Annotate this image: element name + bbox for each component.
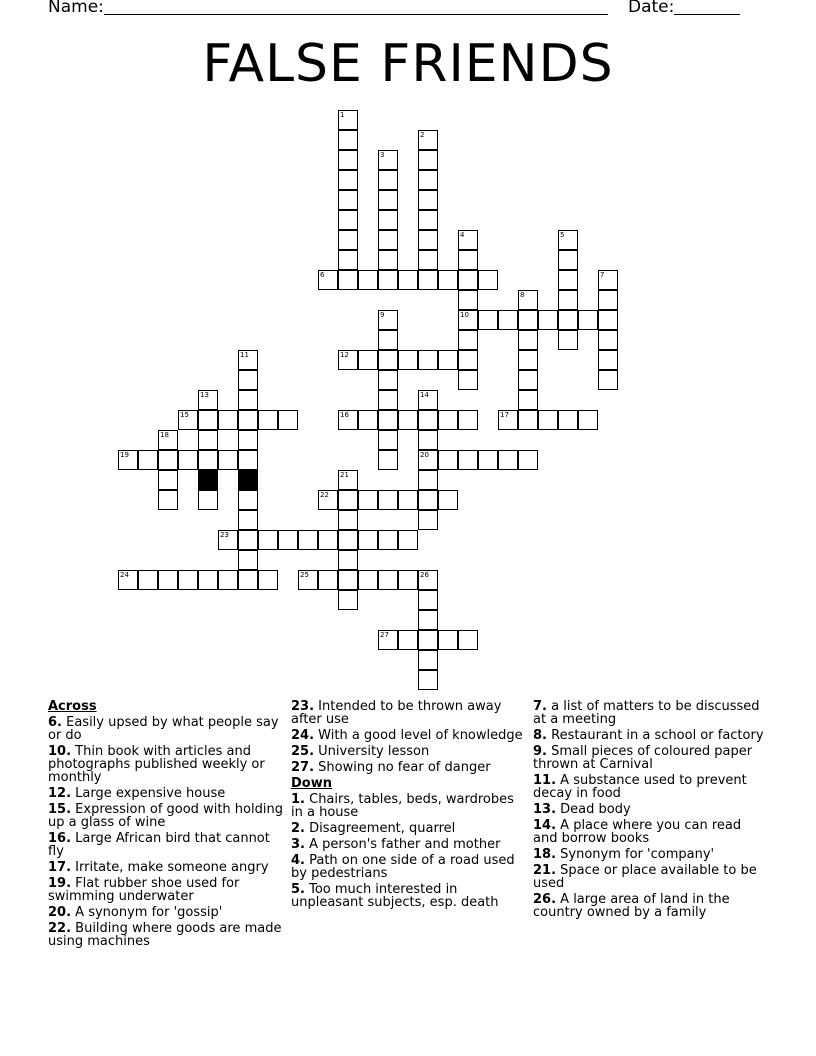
crossword-cell[interactable] (138, 450, 158, 470)
crossword-cell[interactable] (598, 310, 618, 330)
clue-number: 11. (533, 773, 557, 788)
cell-number: 10 (460, 311, 469, 319)
clue-item: 7. a list of matters to be discussed at a meeting (533, 699, 760, 727)
clue-number: 14. (533, 818, 557, 833)
crossword-cell[interactable] (378, 270, 398, 290)
crossword-cell[interactable] (458, 270, 478, 290)
clue-item: 18. Synonym for 'company' (533, 847, 715, 862)
clue-number: 7. (533, 699, 547, 714)
crossword-cell[interactable] (338, 150, 358, 170)
crossword-cell[interactable] (338, 510, 358, 530)
clue-item: 17. Irritate, make someone angry (48, 860, 269, 875)
cell-number: 17 (500, 411, 509, 419)
clue-number: 18. (533, 847, 557, 862)
crossword-cell[interactable] (338, 230, 358, 250)
crossword-cell[interactable] (538, 310, 558, 330)
crossword-cell[interactable] (198, 430, 218, 450)
crossword-cell[interactable] (338, 590, 358, 610)
cell-number: 6 (320, 271, 325, 279)
cell-number: 18 (160, 431, 169, 439)
clue-number: 27. (291, 760, 315, 775)
crossword-cell[interactable] (338, 270, 358, 290)
crossword-cell[interactable] (418, 610, 438, 630)
crossword-cell[interactable] (298, 570, 318, 590)
crossword-cell[interactable] (398, 270, 418, 290)
crossword-cell[interactable] (418, 490, 438, 510)
crossword-cell[interactable] (338, 250, 358, 270)
crossword-cell[interactable] (458, 330, 478, 350)
crossword-cell[interactable] (458, 370, 478, 390)
crossword-cell[interactable] (458, 410, 478, 430)
crossword-cell[interactable] (438, 350, 458, 370)
crossword-cell[interactable] (478, 450, 498, 470)
crossword-cell[interactable] (378, 570, 398, 590)
crossword-cell[interactable] (418, 590, 438, 610)
crossword-cell[interactable] (158, 490, 178, 510)
clue-number: 22. (48, 921, 72, 936)
clue-item: 19. Flat rubber shoe used for swimming underwater (48, 876, 240, 904)
clue-column-2 (291, 700, 527, 912)
clue-number: 24. (291, 728, 315, 743)
crossword-cell[interactable] (378, 530, 398, 550)
down-heading: Down (291, 776, 332, 791)
clue-number: 3. (291, 837, 305, 852)
crossword-cell[interactable] (598, 350, 618, 370)
crossword-cell[interactable] (218, 410, 238, 430)
clue-item: 24. With a good level of knowledge (291, 728, 523, 743)
cell-number: 13 (200, 391, 209, 399)
crossword-cell[interactable] (398, 570, 418, 590)
across-clues-b (291, 700, 527, 774)
crossword-cell[interactable] (218, 570, 238, 590)
crossword-cell[interactable] (418, 130, 438, 150)
down-clues-b (533, 700, 769, 919)
clue-item: 25. University lesson (291, 744, 430, 759)
crossword-cell[interactable] (518, 450, 538, 470)
crossword-cell[interactable] (358, 270, 378, 290)
cell-number: 24 (120, 571, 129, 579)
clue-item: 27. Showing no fear of danger (291, 760, 491, 775)
clue-item: 20. A synonym for 'gossip' (48, 905, 223, 920)
crossword-cell[interactable] (118, 570, 138, 590)
clue-item: 8. Restaurant in a school or factory (533, 728, 764, 743)
clue-number: 5. (291, 882, 305, 897)
clue-number: 21. (533, 863, 557, 878)
cell-number: 7 (600, 271, 605, 279)
clue-item: 15. Expression of good with holding up a glass of wine (48, 802, 283, 830)
crossword-cell[interactable] (458, 290, 478, 310)
crossword-cell[interactable] (418, 210, 438, 230)
crossword-cell[interactable] (238, 390, 258, 410)
crossword-cell[interactable] (378, 230, 398, 250)
crossword-cell[interactable] (338, 490, 358, 510)
cell-number: 2 (420, 131, 425, 139)
clue-column-3 (533, 700, 769, 922)
crossword-cell[interactable] (158, 430, 178, 450)
crossword-cell[interactable] (418, 230, 438, 250)
clue-number: 23. (291, 699, 315, 714)
cell-number: 20 (420, 451, 429, 459)
crossword-cell[interactable] (558, 230, 578, 250)
clue-item: 26. A large area of land in the country owned by a family (533, 892, 730, 920)
crossword-cell[interactable] (238, 510, 258, 530)
crossword-cell[interactable] (338, 530, 358, 550)
crossword-cell[interactable] (378, 630, 398, 650)
crossword-cell[interactable] (418, 410, 438, 430)
crossword-cell[interactable] (458, 450, 478, 470)
crossword-cell[interactable] (338, 570, 358, 590)
crossword-cell[interactable] (398, 490, 418, 510)
crossword-cell[interactable] (378, 250, 398, 270)
crossword-cell[interactable] (238, 430, 258, 450)
crossword-cell[interactable] (438, 490, 458, 510)
clue-number: 26. (533, 892, 557, 907)
crossword-cell[interactable] (358, 570, 378, 590)
crossword-cell[interactable] (338, 550, 358, 570)
crossword-cell[interactable] (518, 350, 538, 370)
crossword-cell[interactable] (438, 630, 458, 650)
crossword-cell[interactable] (238, 490, 258, 510)
crossword-cell[interactable] (458, 350, 478, 370)
across-heading: Across (48, 699, 97, 714)
cell-number: 19 (120, 451, 129, 459)
crossword-cell[interactable] (118, 450, 138, 470)
cell-number: 15 (180, 411, 189, 419)
crossword-cell[interactable] (518, 330, 538, 350)
crossword-cell[interactable] (418, 450, 438, 470)
clue-item: 12. Large expensive house (48, 786, 226, 801)
cell-number: 3 (380, 151, 385, 159)
crossword-cell[interactable] (238, 570, 258, 590)
crossword-cell[interactable] (418, 510, 438, 530)
crossword-cell[interactable] (598, 330, 618, 350)
crossword-cell[interactable] (318, 570, 338, 590)
cell-number: 22 (320, 491, 329, 499)
crossword-cell[interactable] (198, 390, 218, 410)
crossword-cell[interactable] (558, 270, 578, 290)
crossword-cell[interactable] (438, 410, 458, 430)
crossword-cell[interactable] (378, 170, 398, 190)
clue-number: 6. (48, 715, 62, 730)
cell-number: 16 (340, 411, 349, 419)
crossword-black-cell (198, 470, 218, 490)
cell-number: 23 (220, 531, 229, 539)
crossword-cell[interactable] (418, 270, 438, 290)
clue-item: 23. Intended to be thrown away after use (291, 699, 502, 727)
crossword-cell[interactable] (418, 190, 438, 210)
crossword-cell[interactable] (538, 410, 558, 430)
crossword-cell[interactable] (358, 490, 378, 510)
cell-number: 26 (420, 571, 429, 579)
crossword-cell[interactable] (378, 410, 398, 430)
crossword-cell[interactable] (438, 450, 458, 470)
crossword-cell[interactable] (318, 490, 338, 510)
clue-number: 15. (48, 802, 72, 817)
crossword-cell[interactable] (358, 350, 378, 370)
clue-item: 3. A person's father and mother (291, 837, 501, 852)
cell-number: 14 (420, 391, 429, 399)
cell-number: 5 (560, 231, 565, 239)
crossword-cell[interactable] (398, 530, 418, 550)
down-clues-a (291, 793, 527, 909)
crossword-cell[interactable] (318, 530, 338, 550)
crossword-cell[interactable] (518, 370, 538, 390)
crossword-cell[interactable] (238, 530, 258, 550)
crossword-cell[interactable] (338, 470, 358, 490)
crossword-cell[interactable] (198, 570, 218, 590)
crossword-cell[interactable] (378, 210, 398, 230)
cell-number: 27 (380, 631, 389, 639)
crossword-cell[interactable] (418, 670, 438, 690)
crossword-cell[interactable] (498, 310, 518, 330)
cell-number: 8 (520, 291, 525, 299)
crossword-cell[interactable] (238, 410, 258, 430)
crossword-black-cell (238, 470, 258, 490)
crossword-cell[interactable] (498, 410, 518, 430)
clue-number: 1. (291, 792, 305, 807)
cell-number: 9 (380, 311, 385, 319)
crossword-cell[interactable] (398, 350, 418, 370)
crossword-cell[interactable] (398, 410, 418, 430)
clue-number: 16. (48, 831, 72, 846)
name-label: Name: (48, 0, 104, 17)
crossword-cell[interactable] (198, 410, 218, 430)
crossword-cell[interactable] (558, 250, 578, 270)
crossword-cell[interactable] (338, 190, 358, 210)
crossword-cell[interactable] (518, 310, 538, 330)
cell-number: 4 (460, 231, 465, 239)
crossword-cell[interactable] (318, 270, 338, 290)
crossword-cell[interactable] (458, 230, 478, 250)
clue-item: 6. Easily upsed by what people say or do (48, 715, 279, 743)
crossword-cell[interactable] (358, 530, 378, 550)
crossword-cell[interactable] (558, 330, 578, 350)
cell-number: 21 (340, 471, 349, 479)
crossword-cell[interactable] (518, 390, 538, 410)
cell-number: 12 (340, 351, 349, 359)
crossword-cell[interactable] (218, 530, 238, 550)
crossword-cell[interactable] (378, 490, 398, 510)
crossword-cell[interactable] (578, 310, 598, 330)
crossword-cell[interactable] (418, 390, 438, 410)
clue-item: 16. Large African bird that cannot fly (48, 831, 270, 859)
crossword-cell[interactable] (138, 570, 158, 590)
crossword-cell[interactable] (598, 270, 618, 290)
crossword-cell[interactable] (418, 350, 438, 370)
clue-number: 8. (533, 728, 547, 743)
clue-number: 2. (291, 821, 305, 836)
crossword-cell[interactable] (278, 530, 298, 550)
clue-item: 22. Building where goods are made using machines (48, 921, 282, 949)
crossword-cell[interactable] (418, 430, 438, 450)
crossword-cell[interactable] (378, 150, 398, 170)
clue-item: 9. Small pieces of coloured paper thrown at Carnival (533, 744, 753, 772)
clue-item: 5. Too much interested in unpleasant subjects, esp. death (291, 882, 499, 910)
crossword-cell[interactable] (458, 310, 478, 330)
crossword-cell[interactable] (418, 630, 438, 650)
crossword-cell[interactable] (558, 310, 578, 330)
crossword-cell[interactable] (238, 450, 258, 470)
crossword-cell[interactable] (378, 390, 398, 410)
crossword-cell[interactable] (238, 550, 258, 570)
crossword-cell[interactable] (378, 190, 398, 210)
crossword-cell[interactable] (558, 410, 578, 430)
clue-number: 20. (48, 905, 72, 920)
crossword-cell[interactable] (418, 570, 438, 590)
crossword-cell[interactable] (398, 630, 418, 650)
crossword-cell[interactable] (338, 410, 358, 430)
crossword-cell[interactable] (478, 310, 498, 330)
clue-item: 2. Disagreement, quarrel (291, 821, 456, 836)
clue-number: 4. (291, 853, 305, 868)
crossword-cell[interactable] (438, 270, 458, 290)
crossword-cell[interactable] (338, 210, 358, 230)
clue-number: 13. (533, 802, 557, 817)
crossword-cell[interactable] (418, 470, 438, 490)
crossword-cell[interactable] (258, 570, 278, 590)
crossword-cell[interactable] (338, 130, 358, 150)
clue-item: 14. A place where you can read and borrow books (533, 818, 742, 846)
crossword-cell[interactable] (378, 450, 398, 470)
crossword-cell[interactable] (218, 450, 238, 470)
clue-number: 25. (291, 744, 315, 759)
clue-column-1 (48, 700, 284, 951)
crossword-cell[interactable] (418, 170, 438, 190)
clue-item: 21. Space or place available to be used (533, 863, 757, 891)
clue-number: 17. (48, 860, 72, 875)
crossword-cell[interactable] (378, 350, 398, 370)
crossword-cell[interactable] (338, 110, 358, 130)
cell-number: 25 (300, 571, 309, 579)
crossword-cell[interactable] (278, 410, 298, 430)
crossword-cell[interactable] (238, 350, 258, 370)
crossword-cell[interactable] (158, 470, 178, 490)
crossword-cell[interactable] (418, 650, 438, 670)
crossword-cell[interactable] (338, 350, 358, 370)
crossword-cell[interactable] (378, 330, 398, 350)
crossword-cell[interactable] (558, 290, 578, 310)
crossword-cell[interactable] (418, 150, 438, 170)
crossword-cell[interactable] (578, 410, 598, 430)
clue-item: 10. Thin book with articles and photographs published weekly or monthly (48, 744, 265, 785)
crossword-cell[interactable] (258, 410, 278, 430)
crossword-cell[interactable] (358, 410, 378, 430)
crossword-cell[interactable] (178, 570, 198, 590)
crossword-cell[interactable] (378, 430, 398, 450)
crossword-cell[interactable] (178, 450, 198, 470)
crossword-cell[interactable] (158, 450, 178, 470)
clue-item: 11. A substance used to prevent decay in food (533, 773, 747, 801)
crossword-cell[interactable] (478, 270, 498, 290)
crossword-cell[interactable] (198, 490, 218, 510)
crossword-cell[interactable] (338, 170, 358, 190)
crossword-cell[interactable] (518, 290, 538, 310)
crossword-cell[interactable] (498, 450, 518, 470)
date-label: Date: (628, 0, 675, 17)
across-clues-a (48, 716, 284, 948)
crossword-cell[interactable] (258, 530, 278, 550)
clue-item: 4. Path on one side of a road used by pedestrians (291, 853, 515, 881)
crossword-cell[interactable] (458, 250, 478, 270)
crossword-cell[interactable] (418, 250, 438, 270)
crossword-cell[interactable] (158, 570, 178, 590)
clue-number: 9. (533, 744, 547, 759)
page-title: FALSE FRIENDS (202, 34, 614, 94)
crossword-cell[interactable] (178, 410, 198, 430)
clue-item: 1. Chairs, tables, beds, wardrobes in a house (291, 792, 514, 820)
clue-number: 12. (48, 786, 72, 801)
cell-number: 11 (240, 351, 249, 359)
crossword-cell[interactable] (198, 450, 218, 470)
clue-number: 10. (48, 744, 72, 759)
clue-item: 13. Dead body (533, 802, 631, 817)
cell-number: 1 (340, 111, 345, 119)
crossword-cell[interactable] (598, 290, 618, 310)
crossword-cell[interactable] (458, 630, 478, 650)
crossword-cell[interactable] (598, 370, 618, 390)
crossword-cell[interactable] (298, 530, 318, 550)
clue-number: 19. (48, 876, 72, 891)
crossword-cell[interactable] (518, 410, 538, 430)
crossword-cell[interactable] (378, 370, 398, 390)
crossword-cell[interactable] (238, 370, 258, 390)
crossword-cell[interactable] (378, 310, 398, 330)
